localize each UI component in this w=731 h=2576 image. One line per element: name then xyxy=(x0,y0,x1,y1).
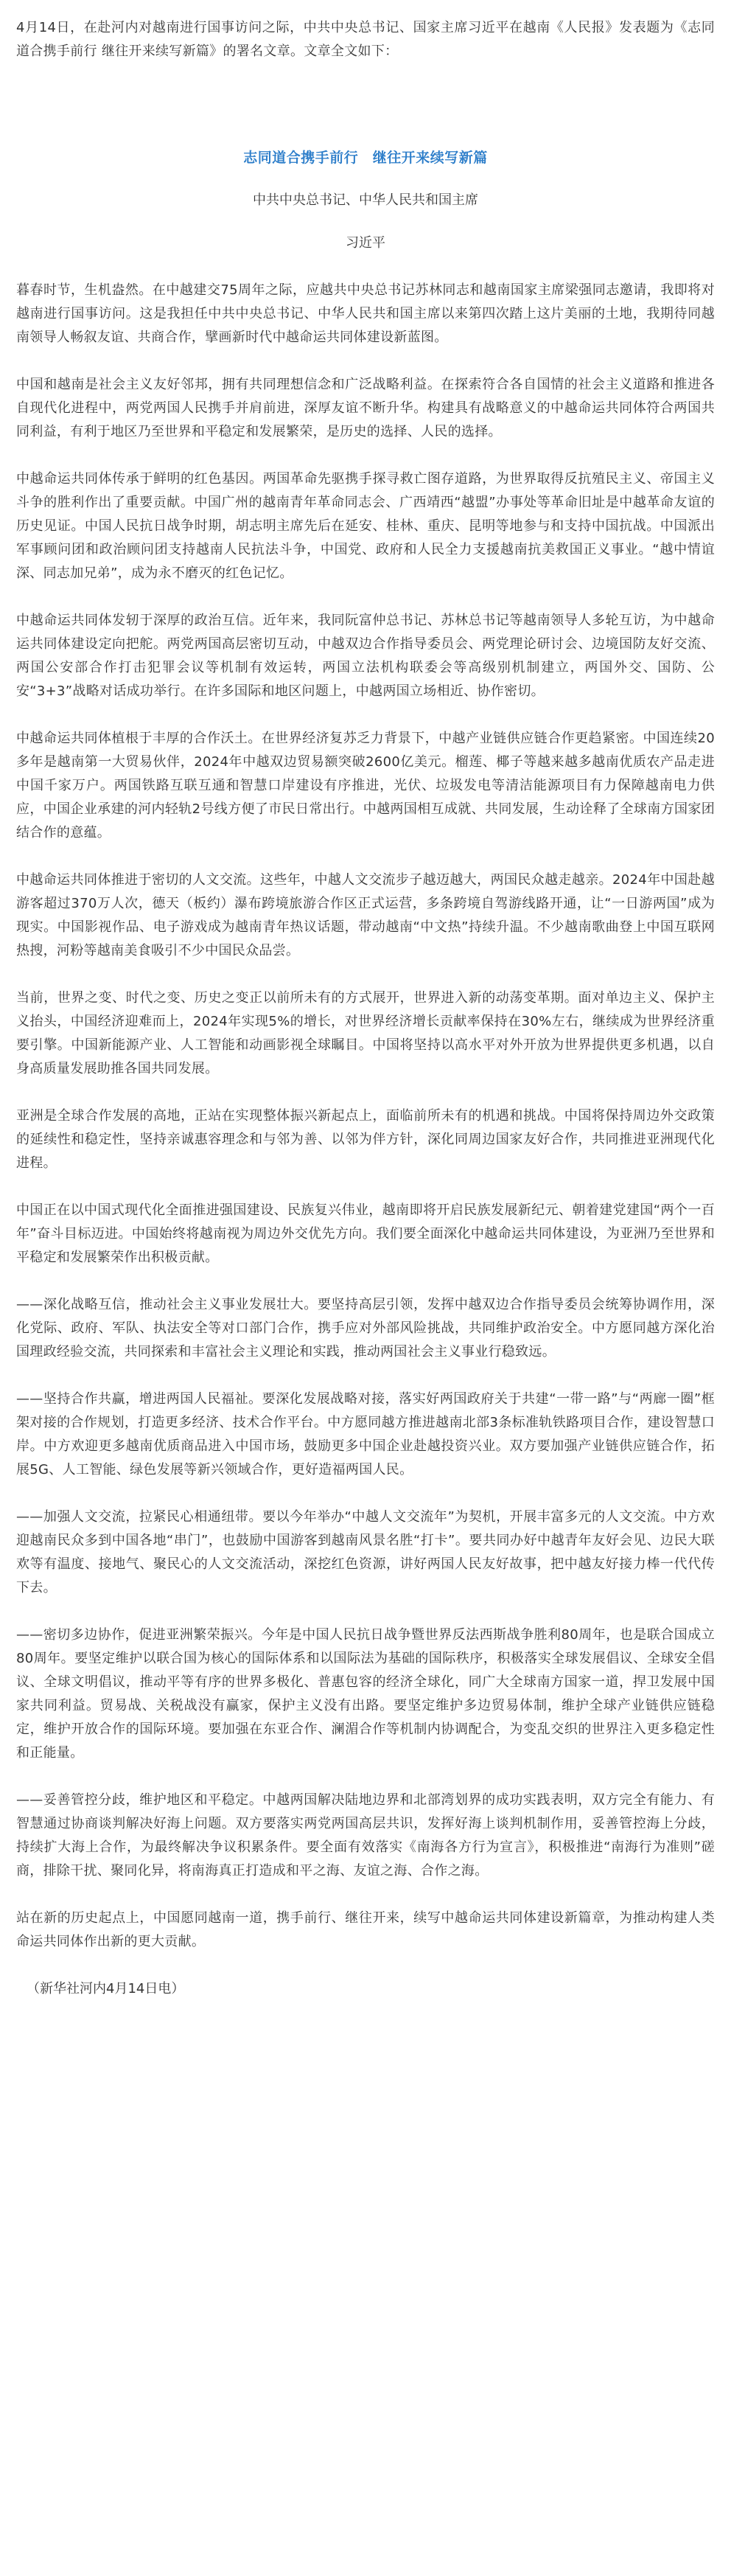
article-body xyxy=(16,279,715,1954)
body-paragraph: 中国和越南是社会主义友好邻邦，拥有共同理想信念和广泛战略利益。在探索符合各自国情的社会主义道路和推进各自现代化进程中，两党两国人民携手并肩前进，深厚友谊不断升华。构建具有战略意义的中越命运共同体符合两国共同利益，有利于地区乃至世界和平稳定和发展繁荣，是历史的选择、人民的选择。 xyxy=(16,377,715,439)
body-paragraph: 亚洲是全球合作发展的高地，正站在实现整体振兴新起点上，面临前所未有的机遇和挑战。中国将保持周边外交政策的延续性和稳定性，坚持亲诚惠容理念和与邻为善、以邻为伴方针，深化同周边国家友好合作，共同推进亚洲现代化进程。 xyxy=(16,1108,715,1171)
body-paragraph: 中越命运共同体传承于鲜明的红色基因。两国革命先驱携手探寻救亡图存道路，为世界取得反抗殖民主义、帝国主义斗争的胜利作出了重要贡献。中国广州的越南青年革命同志会、广西靖西“越盟”办事处等革命旧址是中越革命友谊的历史见证。中国人民抗日战争时期，胡志明主席先后在延安、桂林、重庆、昆明等地参与和支持中国抗战。中国派出军事顾问团和政治顾问团支持越南人民抗法斗争，中国党、政府和人民全力支援越南抗美救国正义事业。“越中情谊深、同志加兄弟”，成为永不磨灭的红色记忆。 xyxy=(16,471,715,581)
body-paragraph: 当前，世界之变、时代之变、历史之变正以前所未有的方式展开，世界进入新的动荡变革期。面对单边主义、保护主义抬头，中国经济迎难而上，2024年实现5%的增长，对世界经济增长贡献率保持在30%左右，继续成为世界经济重要引擎。中国新能源产业、人工智能和动画影视全球瞩目。中国将坚持以高水平对外开放为世界提供更多机遇，以自身高质量发展助推各国共同发展。 xyxy=(16,990,715,1076)
body-paragraph: ——坚持合作共赢，增进两国人民福祉。要深化发展战略对接，落实好两国政府关于共建“一带一路”与“两廊一圈”框架对接的合作规划，打造更多经济、技术合作平台。中方愿同越方推进越南北部3条标准轨铁路项目合作，建设智慧口岸。中方欢迎更多越南优质商品进入中国市场，鼓励更多中国企业赴越投资兴业。双方要加强产业链供应链合作，拓展5G、人工智能、绿色发展等新兴领域合作，更好造福两国人民。 xyxy=(16,1391,715,1477)
body-paragraph: ——密切多边协作，促进亚洲繁荣振兴。今年是中国人民抗日战争暨世界反法西斯战争胜利80周年，也是联合国成立80周年。要坚定维护以联合国为核心的国际体系和以国际法为基础的国际秩序，积极落实全球发展倡议、全球安全倡议、全球文明倡议，推动平等有序的世界多极化、普惠包容的经济全球化，同广大全球南方国家一道，捍卫发展中国家共同利益。贸易战、关税战没有赢家，保护主义没有出路。要坚定维护多边贸易体制，维护全球产业链供应链稳定，维护开放合作的国际环境。要加强在东亚合作、澜湄合作等机制内协调配合，为变乱交织的世界注入更多稳定性和正能量。 xyxy=(16,1627,715,1761)
body-paragraph: 中国正在以中国式现代化全面推进强国建设、民族复兴伟业，越南即将开启民族发展新纪元、朝着建党建国“两个一百年”奋斗目标迈进。中国始终将越南视为周边外交优先方向。我们要全面深化中越命运共同体建设，为亚洲乃至世界和平稳定和发展繁荣作出积极贡献。 xyxy=(16,1202,715,1265)
body-paragraph: 站在新的历史起点上，中国愿同越南一道，携手前行、继往开来，续写中越命运共同体建设新篇章，为推动构建人类命运共同体作出新的更大贡献。 xyxy=(16,1910,715,1949)
intro-paragraph: 4月14日，在赴河内对越南进行国事访问之际，中共中央总书记、国家主席习近平在越南《人民报》发表题为《志同道合携手前行 继往开来续写新篇》的署名文章。文章全文如下： xyxy=(16,20,715,59)
body-paragraph: ——加强人文交流，拉紧民心相通纽带。要以今年举办“中越人文交流年”为契机，开展丰富多元的人文交流。中方欢迎越南民众多到中国各地“串门”，也鼓励中国游客到越南风景名胜“打卡”。要共同办好中越青年友好会见、边民大联欢等有温度、接地气、聚民心的人文交流活动，深挖红色资源，讲好两国人民友好故事，把中越友好接力棒一代代传下去。 xyxy=(16,1509,715,1595)
body-paragraph: 暮春时节，生机盎然。在中越建交75周年之际，应越共中央总书记苏林同志和越南国家主席梁强同志邀请，我即将对越南进行国事访问。这是我担任中共中央总书记、中华人民共和国主席以来第四次踏上这片美丽的土地，我期待同越南领导人畅叙友谊、共商合作，擘画新时代中越命运共同体建设新蓝图。 xyxy=(16,282,715,345)
body-paragraph: ——深化战略互信，推动社会主义事业发展壮大。要坚持高层引领，发挥中越双边合作指导委员会统筹协调作用，深化党际、政府、军队、执法安全等对口部门合作，携手应对外部风险挑战，共同维护政治安全。中方愿同越方深化治国理政经验交流，共同探索和丰富社会主义理论和实践，推动两国社会主义事业行稳致远。 xyxy=(16,1297,715,1360)
body-paragraph: 中越命运共同体发轫于深厚的政治互信。近年来，我同阮富仲总书记、苏林总书记等越南领导人多轮互访，为中越命运共同体建设定向把舵。两党两国高层密切互动，中越双边合作指导委员会、两党理论研讨会、边境国防友好交流、两国公安部合作打击犯罪会议等机制有效运转，两国立法机构联委会等高级别机制建立，两国外交、国防、公安“3+3”战略对话成功举行。在许多国际和地区问题上，中越两国立场相近、协作密切。 xyxy=(16,613,715,699)
body-paragraph: 中越命运共同体推进于密切的人文交流。这些年，中越人文交流步子越迈越大，两国民众越走越亲。2024年中国赴越游客超过370万人次，德天（板约）瀑布跨境旅游合作区正式运营，多条跨境自驾游线路开通，让“一日游两国”成为现实。中国影视作品、电子游戏成为越南青年热议话题，带动越南“中文热”持续升温。不少越南歌曲登上中国互联网热搜，河粉等越南美食吸引不少中国民众品尝。 xyxy=(16,872,715,958)
dateline: （新华社河内4月14日电） xyxy=(27,1981,185,1997)
author-name: 习近平 xyxy=(346,235,385,251)
author-byline: 中共中央总书记、中华人民共和国主席 xyxy=(253,192,478,208)
article-title: 志同道合携手前行 继往开来续写新篇 xyxy=(243,150,488,166)
body-paragraph: ——妥善管控分歧，维护地区和平稳定。中越两国解决陆地边界和北部湾划界的成功实践表明，双方完全有能力、有智慧通过协商谈判解决好海上问题。双方要落实两党两国高层共识，发挥好海上谈判机制作用，妥善管控海上分歧，持续扩大海上合作，为最终解决争议积累条件。要全面有效落实《南海各方行为宣言》，积极推进“南海行为准则”磋商，排除干扰、聚同化异，将南海真正打造成和平之海、友谊之海、合作之海。 xyxy=(16,1792,715,1879)
body-paragraph: 中越命运共同体植根于丰厚的合作沃土。在世界经济复苏乏力背景下，中越产业链供应链合作更趋紧密。中国连续20多年是越南第一大贸易伙伴，2024年中越双边贸易额突破2600亿美元。榴莲、椰子等越来越多越南优质农产品走进中国千家万户。两国铁路互联互通和智慧口岸建设有序推进，光伏、垃圾发电等清洁能源项目有力保障越南电力供应，中国企业承建的河内轻轨2号线方便了市民日常出行。中越两国相互成就、共同发展，生动诠释了全球南方国家团结合作的意蕴。 xyxy=(16,731,715,840)
